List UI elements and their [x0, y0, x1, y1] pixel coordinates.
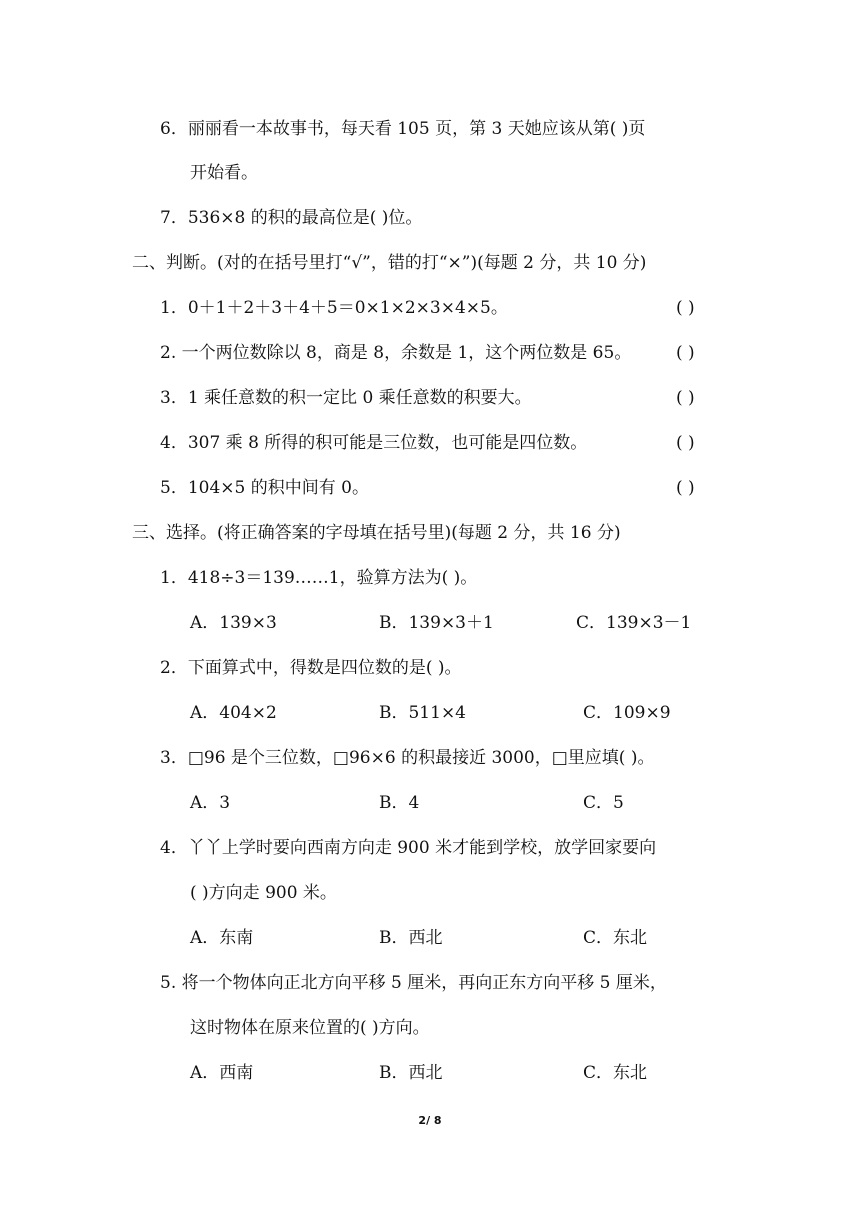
choice-question-2: 2．下面算式中，得数是四位数的是( )。: [160, 658, 462, 678]
question-7: 7．536×8 的积的最高位是( )位。: [160, 208, 423, 228]
choice-2-option-b: B．511×4: [379, 703, 467, 723]
choice-1-option-b: B．139×3＋1: [379, 613, 494, 633]
choice-question-4-line1: 4．丫丫上学时要向西南方向走 900 米才能到学校，放学回家要向: [160, 838, 657, 858]
choice-1-option-a: A．139×3: [190, 613, 277, 633]
judge-answer-2: ( ): [676, 343, 695, 363]
choice-question-4-line2: ( )方向走 900 米。: [190, 883, 337, 903]
choice-5-option-b: B．西北: [379, 1063, 443, 1083]
judge-item-3: 3．1 乘任意数的积一定比 0 乘任意数的积要大。: [160, 388, 532, 408]
section2-heading: 二、判断。(对的在括号里打“√”，错的打“×”)(每题 2 分，共 10 分): [132, 253, 647, 273]
choice-3-option-c: C．5: [583, 793, 624, 813]
choice-3-option-a: A．3: [190, 793, 231, 813]
choice-5-option-c: C．东北: [583, 1063, 648, 1083]
judge-answer-3: ( ): [676, 388, 695, 408]
judge-answer-5: ( ): [676, 478, 695, 498]
judge-item-1: 1．0＋1＋2＋3＋4＋5＝0×1×2×3×4×5。: [160, 298, 508, 318]
choice-5-option-a: A．西南: [190, 1063, 254, 1083]
judge-answer-4: ( ): [676, 433, 695, 453]
choice-3-option-b: B．4: [379, 793, 420, 813]
choice-question-5-line2: 这时物体在原来位置的( )方向。: [190, 1018, 430, 1038]
question-6-line2: 开始看。: [190, 163, 258, 183]
choice-question-1: 1．418÷3＝139……1，验算方法为( )。: [160, 568, 478, 588]
judge-item-5: 5．104×5 的积中间有 0。: [160, 478, 369, 498]
judge-item-2: 2. 一个两位数除以 8，商是 8，余数是 1，这个两位数是 65。: [160, 343, 632, 363]
choice-4-option-b: B．西北: [379, 928, 443, 948]
choice-question-5-line1: 5. 将一个物体向正北方向平移 5 厘米，再向正东方向平移 5 厘米，: [160, 973, 667, 993]
choice-2-option-c: C．109×9: [583, 703, 671, 723]
page-number: 2/ 8: [418, 1114, 442, 1127]
section3-heading: 三、选择。(将正确答案的字母填在括号里)(每题 2 分，共 16 分): [132, 523, 621, 543]
choice-1-option-c: C．139×3－1: [576, 613, 692, 633]
choice-question-3: 3．□96 是个三位数，□96×6 的积最接近 3000，□里应填( )。: [160, 748, 655, 768]
judge-item-4: 4．307 乘 8 所得的积可能是三位数，也可能是四位数。: [160, 433, 588, 453]
choice-2-option-a: A．404×2: [190, 703, 277, 723]
choice-4-option-c: C．东北: [583, 928, 648, 948]
judge-answer-1: ( ): [676, 298, 695, 318]
question-6-line1: 6．丽丽看一本故事书，每天看 105 页，第 3 天她应该从第( )页: [160, 119, 646, 139]
choice-4-option-a: A．东南: [190, 928, 254, 948]
